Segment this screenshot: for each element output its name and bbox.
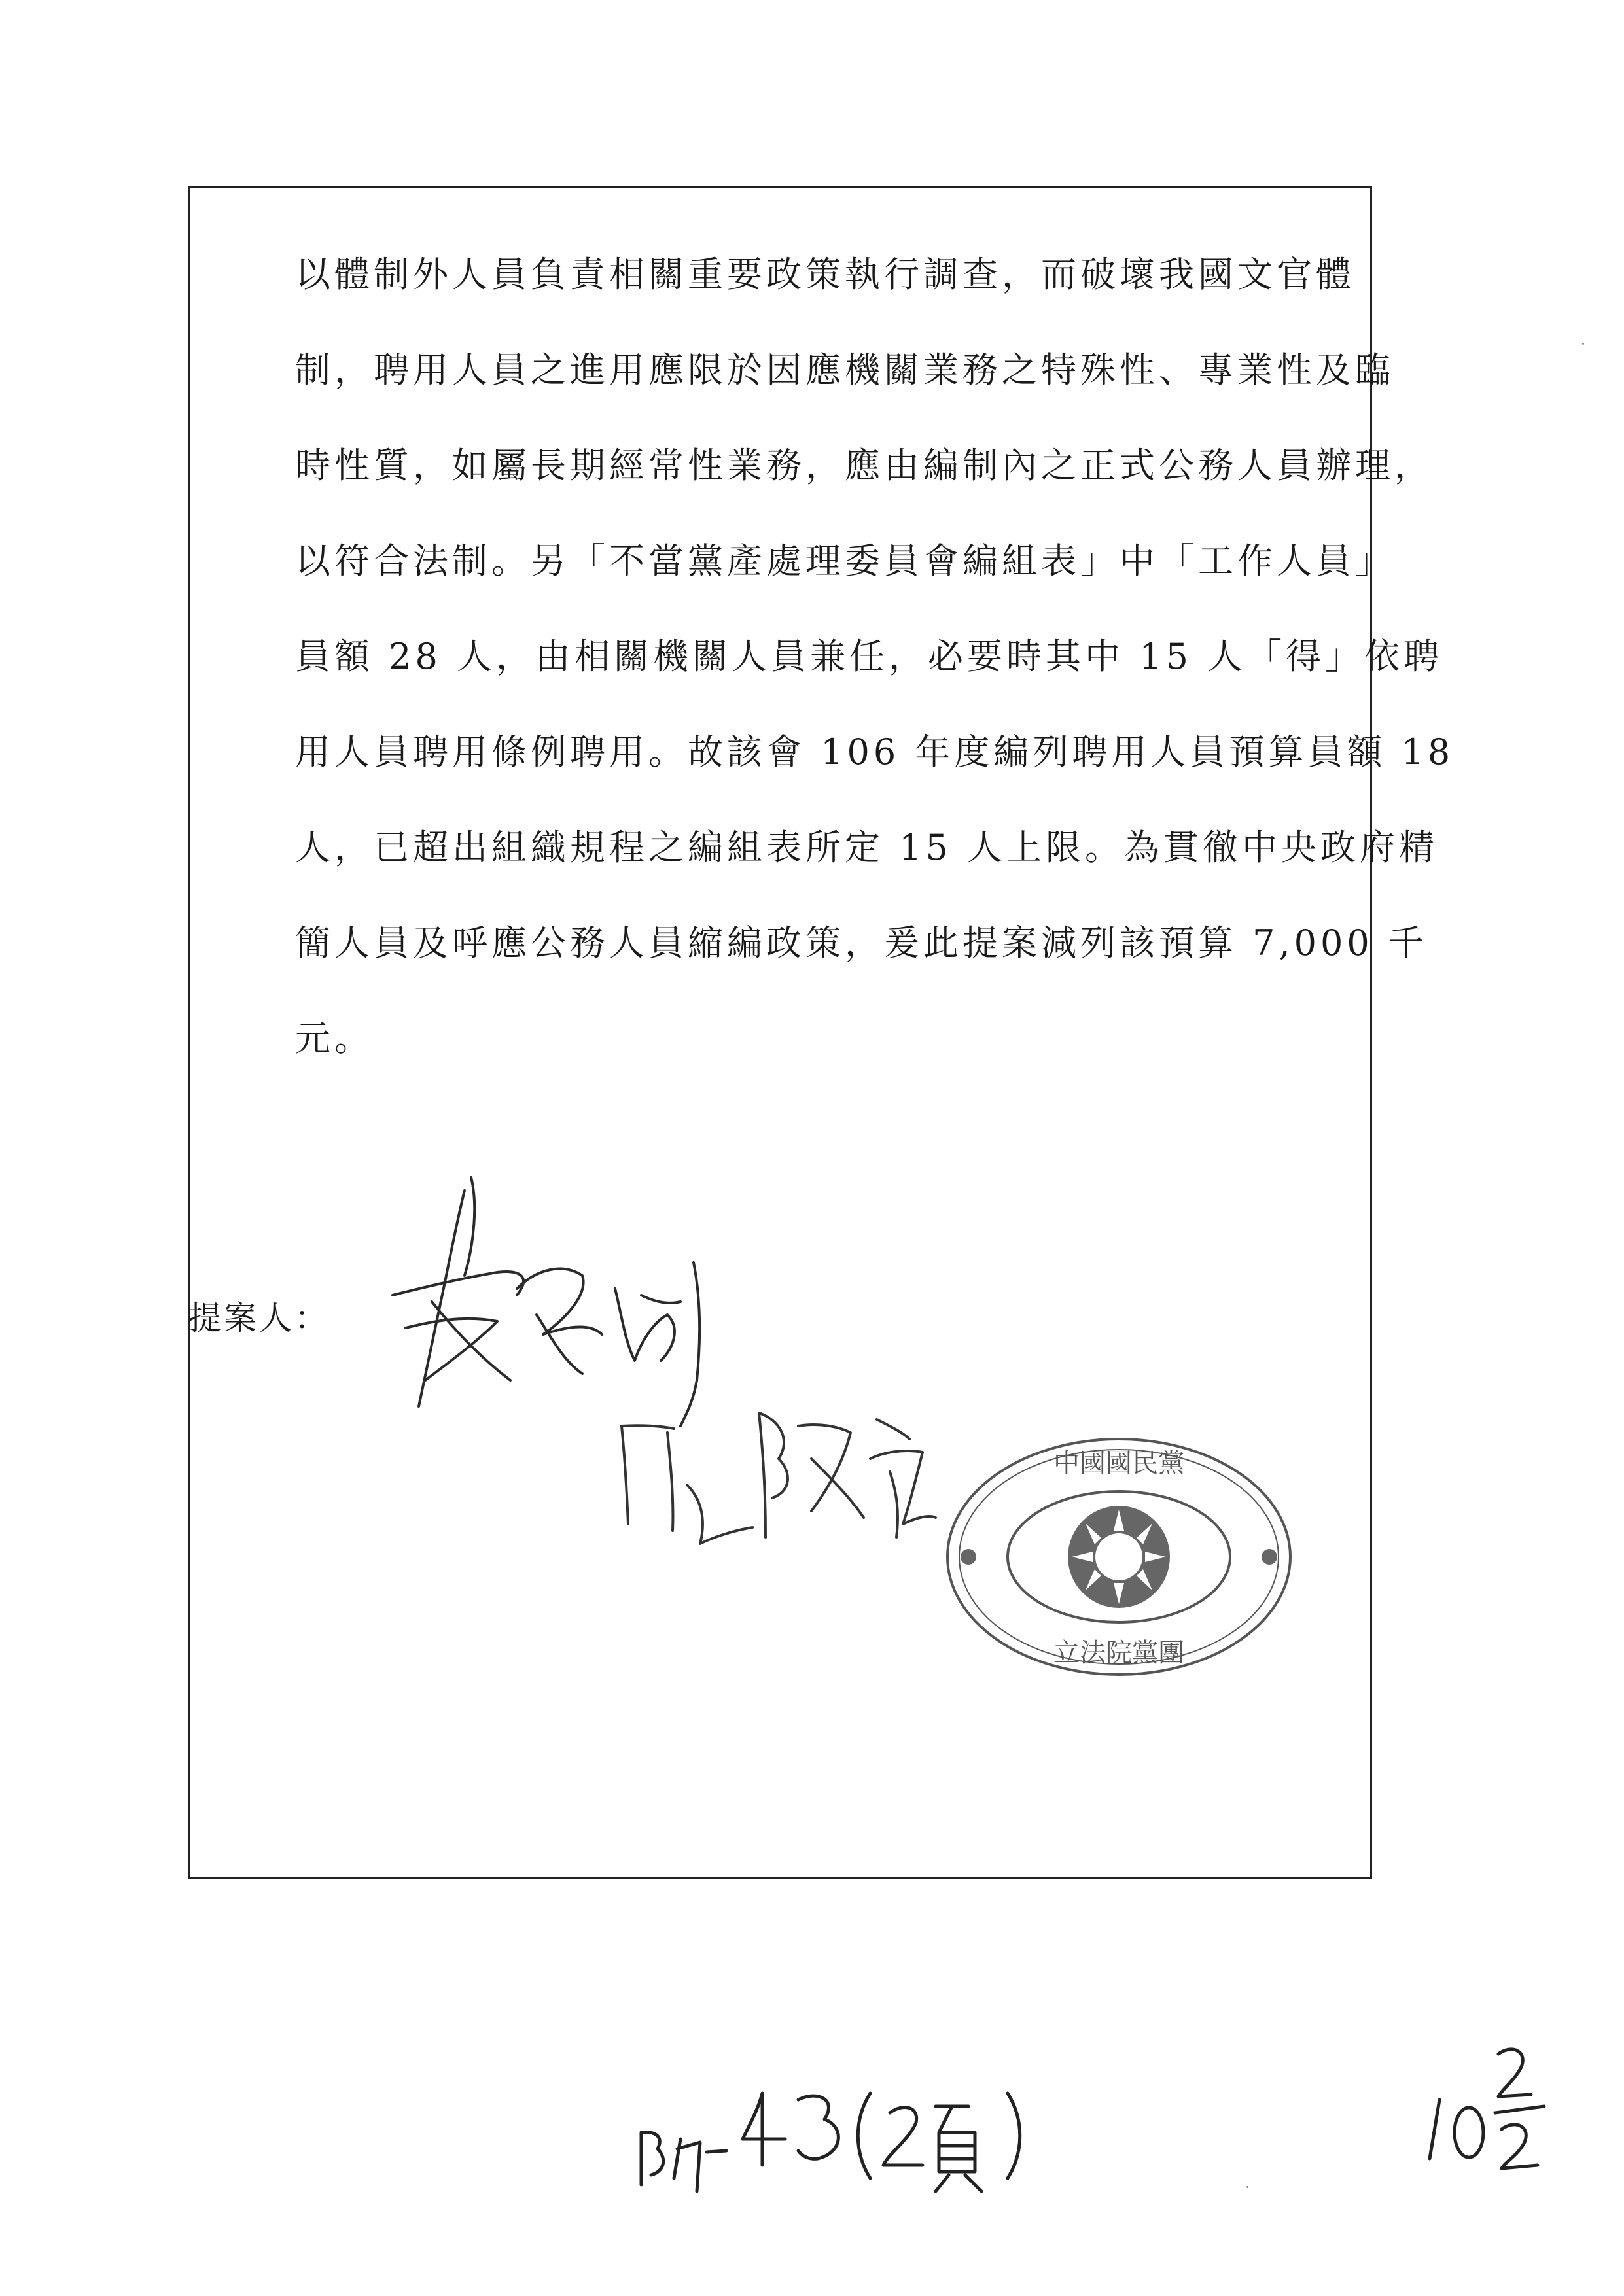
seal-bottom-text: 立法院黨團 xyxy=(1053,1638,1184,1668)
body-line: 以體制外人員負責相關重要政策執行調查，而破壞我國文官體 xyxy=(295,254,1355,295)
body-line: 人，已超出組織規程之編組表所定 15 人上限。為貫徹中央政府精 xyxy=(295,827,1439,868)
body-line: 元。 xyxy=(295,1018,374,1059)
body-text xyxy=(295,227,1455,1087)
handwritten-page-number xyxy=(1420,2041,1577,2178)
body-line: 員額 28 人，由相關機關人員兼任，必要時其中 15 人「得」依聘 xyxy=(295,636,1443,677)
proposer-label: 提案人： xyxy=(188,1299,330,1337)
scan-speck xyxy=(1246,2186,1248,2188)
body-line: 制，聘用人員之進用應限於因應機關業務之特殊性、專業性及臨 xyxy=(295,349,1394,391)
seal-top-text: 中國國民黨 xyxy=(1053,1448,1184,1478)
scan-speck xyxy=(1582,343,1584,345)
body-line: 以符合法制。另「不當黨產處理委員會編組表」中「工作人員」 xyxy=(295,540,1394,582)
body-line: 用人員聘用條例聘用。故該會 106 年度編列聘用人員預算員額 18 xyxy=(295,731,1455,773)
body-line: 簡人員及呼應公務人員縮編政策，爰此提案減列該預算 7,000 千 xyxy=(295,922,1428,964)
handwritten-attachment-note xyxy=(628,2067,1125,2198)
party-emblem-icon xyxy=(1068,1506,1170,1608)
body-line: 時性質，如屬長期經常性業務，應由編制內之正式公務人員辦理， xyxy=(295,445,1434,486)
handwritten-signature-2 xyxy=(602,1387,942,1570)
official-seal xyxy=(936,1426,1302,1688)
